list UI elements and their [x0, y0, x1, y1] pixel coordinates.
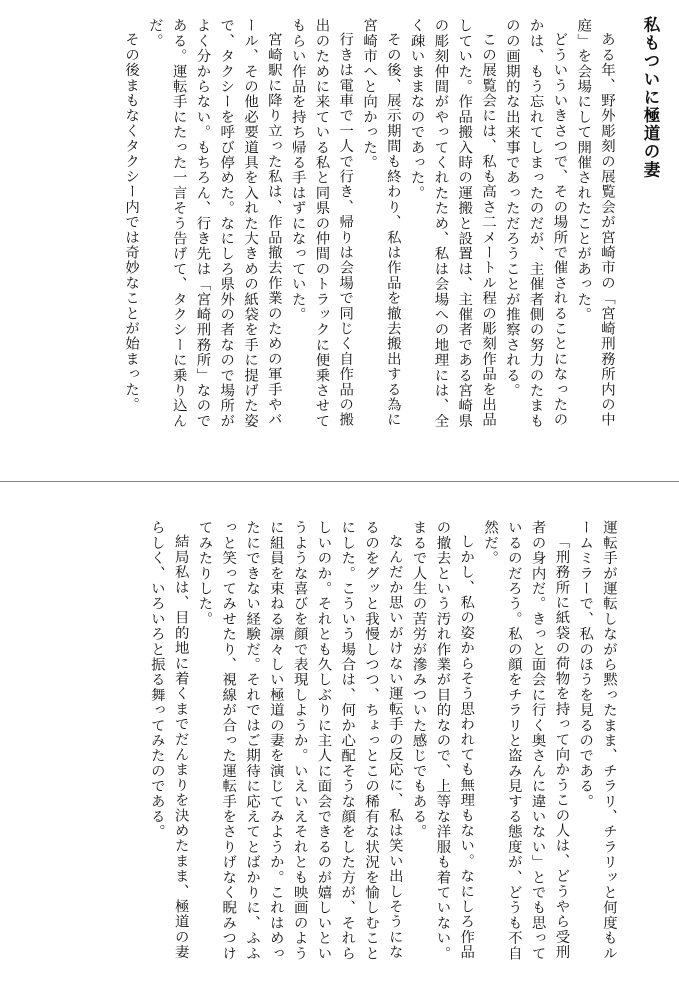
paragraph: 結局私は、目的地に着くまでだんまりを決めたまま、極道の妻らしく、いろいろと振る舞ってみたのである。: [148, 520, 189, 960]
essay-title: 私もついに極道の妻: [641, 16, 660, 179]
paragraph: 行きは電車で一人で行き、帰りは会場で同じく自作品の搬出のために来ている私と同県の仲間のトラックに便乗させてもらい作品を持ち帰る手はずになっていた。: [289, 18, 354, 429]
paragraph: この展覧会には、私も高さ二メートル程の彫刻作品を出品していた。作品搬入時の運搬と設置は、主催者である宮崎県の彫刻仲間がやってくれたため、私は会場への地理には、全く疎いままなのであった。: [408, 18, 497, 429]
paragraph: なんだか思いがけない運転手の反応に、私は笑い出しそうになるのをグッと我慢しつつ、ちょっとこの稀有な状況を愉しむことにした。こういう場合は、何か心配そうな顔をした方が、それらしいのか。それとも久しぶりに主人に面会できるのが嬉しいというような喜びを顔で表現しようか。いえいえそれとも映画のように組員を束ねる凛々しい極道の妻を演じてみようか。これはめったにできない経験だ。それではご期待に応えてとばかりに、ふふっと笑ってみせたり、視線が合った運転手をさりげなく睨みつけてみたりした。: [196, 520, 403, 961]
lower-text-block: [20, 520, 620, 970]
paragraph: その後、展示期間も終わり、私は作品を撤去搬出する為に宮崎市へと向かった。: [361, 18, 401, 428]
paragraph: 運転手が運転しながら黙ったまま、チラリ、チラリッと何度もルームミラーで、私のほうを見るのである。: [577, 520, 617, 961]
paragraph: どういういきさつで、その場所で催されることになったのかは、もう忘れてしまったのだが、主催者側の努力のたまものの画期的な出来事であっただろうことが推察される。: [503, 18, 568, 429]
upper-text-block: [20, 18, 618, 438]
section-divider: [0, 481, 679, 482]
paragraph: 「刑務所に紙袋の荷物を持って向かうこの人は、どうやら受刑者の身内だ。きっと面会に行く奥さんに違いない」とでも思っているのだろう。私の顔をチラリと盗み見する態度が、どうも不自然だ。: [482, 520, 570, 961]
paragraph: しかし、私の姿からそう思われても無理もない。なにしろ作品の撤去という汚れ作業が目的なので、上等な洋服も着ていない。まるで人生の苦労が滲みついた感じでもある。: [410, 520, 475, 961]
paragraph: 宮崎駅に降り立った私は、作品撤去作業のための軍手やバール、その他必要道具を入れた大きめの紙袋を手に提げた姿で、タクシーを呼び停めた。なにしろ県外の者なので場所がよく分からない。もちろん、行き先は「宮崎刑務所」なのである。運転手にたった一言そう告げて、タクシーに乗り込んだ。: [146, 18, 282, 429]
paragraph: その後まもなくタクシー内では奇妙なことが始まった。: [123, 32, 140, 413]
paragraph: ある年、野外彫刻の展覧会が宮崎市の「宮崎刑務所内の中庭」を会場にして開催されたことがあった。: [575, 18, 615, 428]
